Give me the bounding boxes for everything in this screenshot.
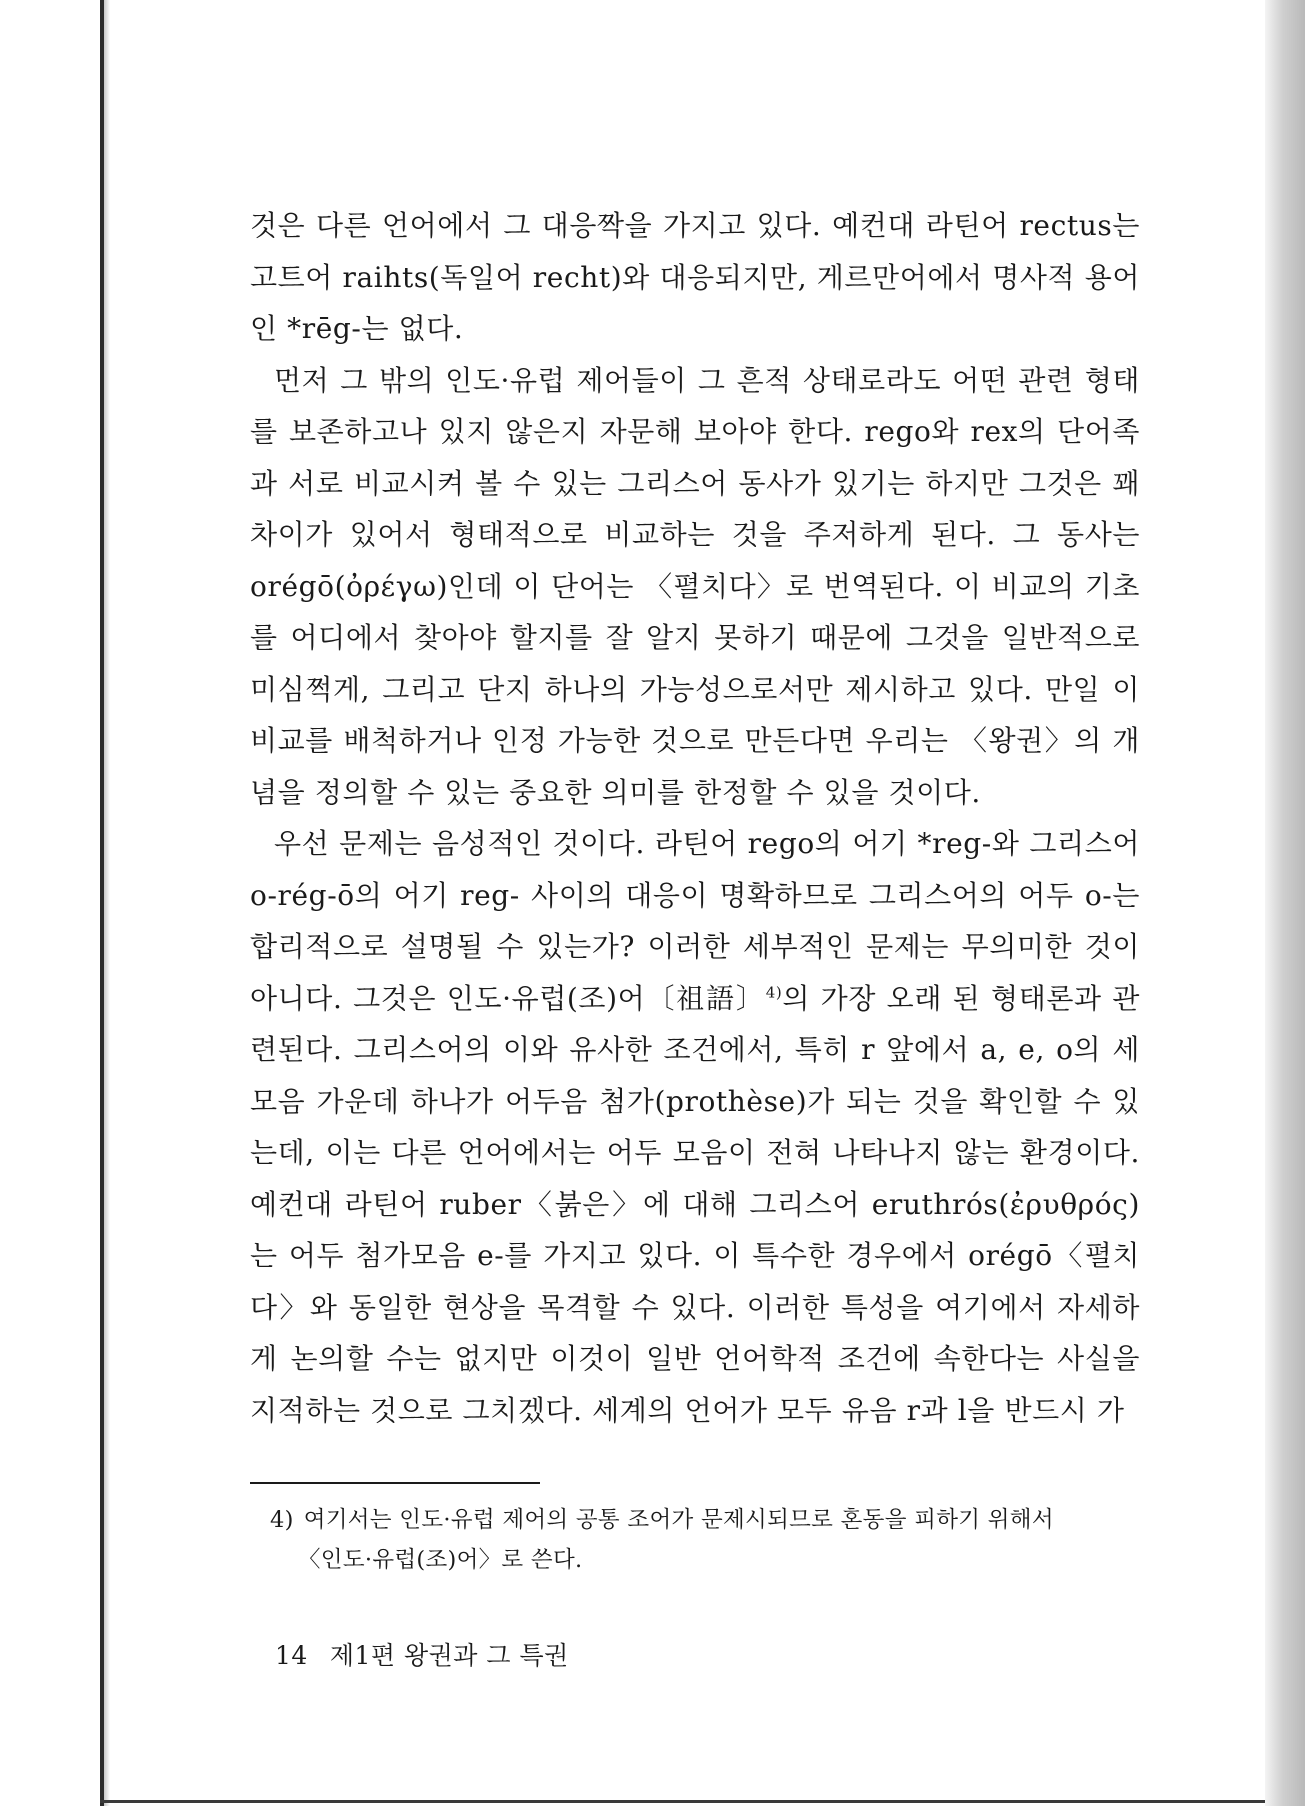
page-bottom-border xyxy=(100,1800,1280,1803)
footnote-line-2: 〈인도·유럽(조)어〉로 쓴다. xyxy=(298,1547,583,1573)
page-footer xyxy=(275,1636,569,1676)
paragraph-3-part-2: 의 가장 오래 된 형태론과 관련된다. 그리스어의 이와 유사한 조건에서, 특히 r 앞에서 a, e, o의 세 모음 가운데 하나가 어두음 첨가(prothèse)가 되는 것을 확인할 수 있는데, 이는 다른 언어에서는 어두 모음이 전혀 나타나지 않는 환경이다. 예컨대 라틴어 ruber〈붉은〉에 대해 그리스어 eruthrós(ἐρυθρός)는 어두 첨가모음 e-를 가지고 있다. 이 특수한 경우에서 orégō〈펼치다〉와 동일한 현상을 목격할 수 있다. 이러한 특성을 여기에서 자세하게 논의할 수는 없지만 이것이 일반 언어학적 조건에 속한다는 사실을 지적하는 것으로 그치겠다. 세계의 언어가 모두 유음 r과 l을 반드시 가 xyxy=(250,981,1140,1427)
page-number: 14 xyxy=(275,1641,308,1670)
footnote-line-1: 여기서는 인도·유럽 제어의 공통 조어가 문제시되므로 혼동을 피하기 위해서 xyxy=(303,1507,1054,1533)
footnote xyxy=(270,1500,1140,1580)
paragraph-3-part-1: 우선 문제는 음성적인 것이다. 라틴어 rego의 어기 *reg-와 그리스어 o-rég-ō의 어기 reg- 사이의 대응이 명확하므로 그리스어의 어두 o-는 합리적으로 설명될 수 있는가? 이러한 세부적인 문제는 무의미한 것이 아니다. 그것은 인도·유럽(조)어〔祖語〕 xyxy=(250,827,1140,1015)
paragraph-1: 것은 다른 언어에서 그 대응짝을 가지고 있다. 예컨대 라틴어 rectus는 고트어 raihts(독일어 recht)와 대응되지만, 게르만어에서 명사적 용어인 *rēg-는 없다. xyxy=(250,209,1140,345)
paragraph-2: 먼저 그 밖의 인도·유럽 제어들이 그 흔적 상태로라도 어떤 관련 형태를 보존하고나 있지 않은지 자문해 보아야 한다. rego와 rex의 단어족과 서로 비교시켜 볼 수 있는 그리스어 동사가 있기는 하지만 그것은 꽤 차이가 있어서 형태적으로 비교하는 것을 주저하게 된다. 그 동사는 orégō(ὀρέγω)인데 이 단어는 〈펼치다〉로 번역된다. 이 비교의 기초를 어디에서 찾아야 할지를 잘 알지 못하기 때문에 그것을 일반적으로 미심쩍게, 그리고 단지 하나의 가능성으로서만 제시하고 있다. 만일 이 비교를 배척하거나 인정 가능한 것으로 만든다면 우리는 〈왕권〉의 개념을 정의할 수 있는 중요한 의미를 한정할 수 있을 것이다. xyxy=(250,363,1140,809)
page-right-shadow xyxy=(1265,0,1305,1806)
paragraph-3 xyxy=(250,818,1140,1436)
footnote-separator xyxy=(250,1482,540,1484)
footnote-reference[interactable]: 4) xyxy=(765,983,783,1002)
footnote-mark: 4) xyxy=(270,1507,294,1533)
body-text xyxy=(250,200,1140,1436)
page-gutter-shadow xyxy=(104,0,110,1806)
running-title: 제1편 왕권과 그 특권 xyxy=(329,1641,569,1670)
